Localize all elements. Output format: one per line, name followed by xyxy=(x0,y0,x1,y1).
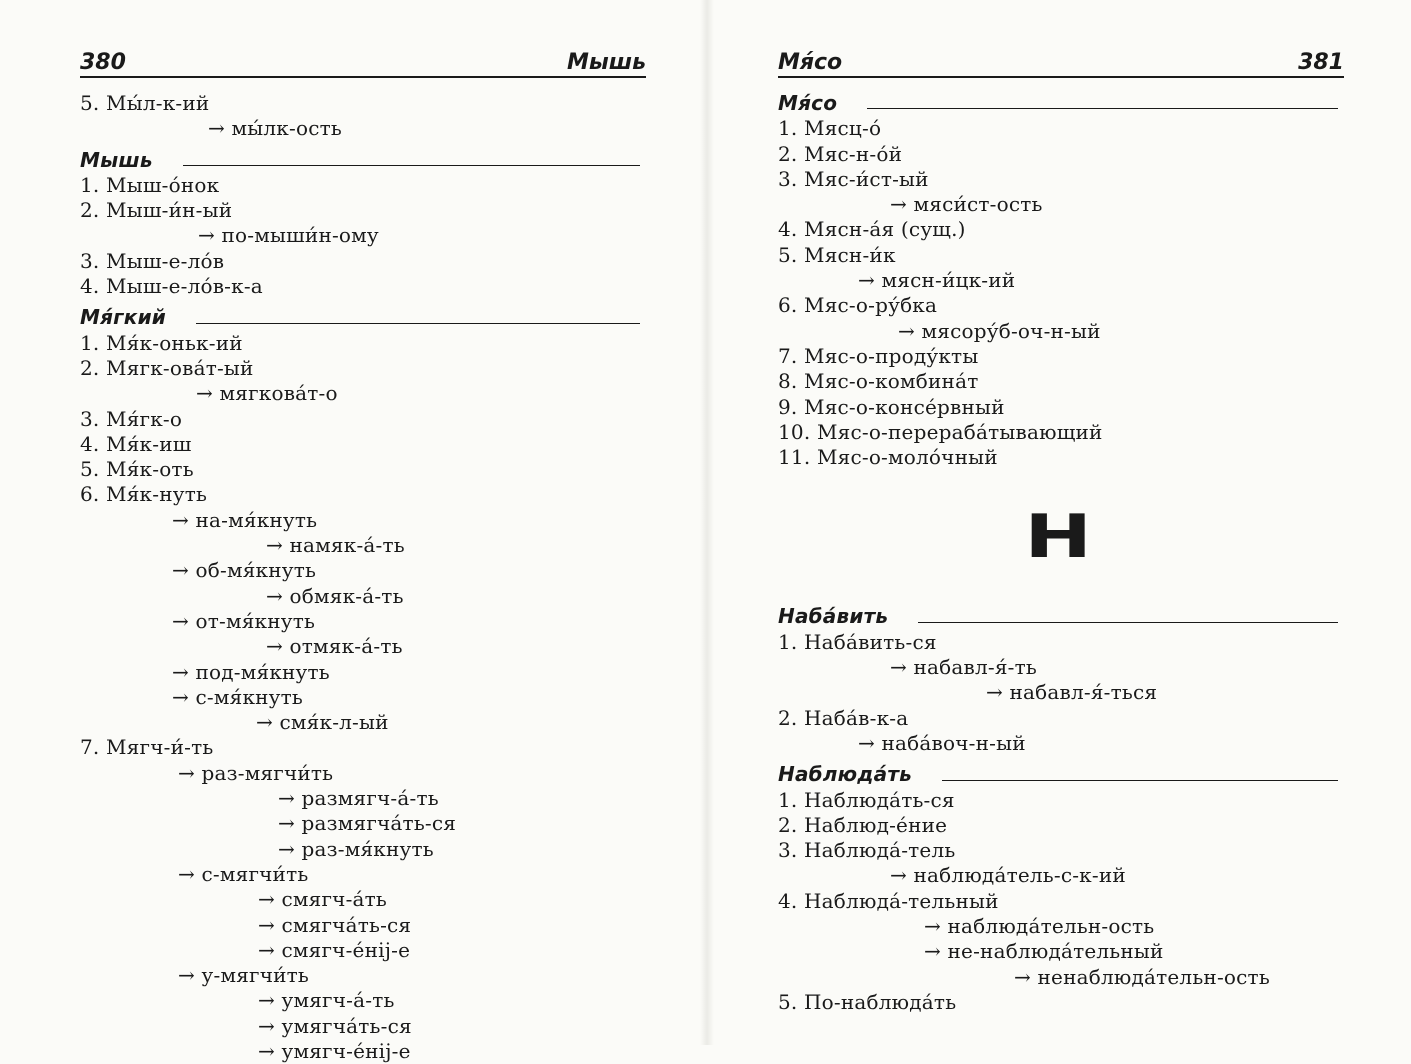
entry-line xyxy=(80,91,640,116)
derivative-line xyxy=(778,863,1338,888)
entry-line xyxy=(80,198,640,223)
entry-text: 1. Мясц-о́ xyxy=(778,116,882,141)
entry-line xyxy=(778,167,1338,192)
derivative-text: → размягча́ть-ся xyxy=(278,811,457,836)
derivative-line xyxy=(80,988,640,1013)
derivative-line xyxy=(80,584,640,609)
derivative-text: → мясн-и́цк-ий xyxy=(858,268,1016,293)
left-running-head xyxy=(80,42,646,78)
headword-text: Мя́со xyxy=(778,91,838,115)
derivative-text: → от-мя́кнуть xyxy=(172,608,316,633)
headword xyxy=(778,91,1338,116)
entry-line xyxy=(778,344,1338,369)
derivative-line xyxy=(80,685,640,710)
derivative-text: → смя́к-л-ый xyxy=(256,710,389,735)
derivative-text: → наблюда́тельн-ость xyxy=(924,914,1155,939)
entry-text: 6. Мяс-о-ру́бка xyxy=(778,293,938,318)
derivative-text: → смягча́ть-ся xyxy=(258,912,412,937)
derivative-text: → умягча́ть-ся xyxy=(258,1013,412,1038)
entry-text: 2. Мяс-н-о́й xyxy=(778,141,903,166)
derivative-text: → смягч-е́нij-е xyxy=(258,937,411,962)
derivative-text: → об-мя́кнуть xyxy=(172,558,317,583)
derivative-line xyxy=(778,939,1338,964)
headword xyxy=(778,604,1338,629)
derivative-line xyxy=(80,786,640,811)
entry-line xyxy=(80,482,640,507)
derivative-line xyxy=(80,1039,640,1064)
derivative-line xyxy=(80,381,640,406)
entry-line xyxy=(778,116,1338,141)
entry-line xyxy=(80,356,640,381)
entry-line xyxy=(778,813,1338,838)
entry-line xyxy=(778,293,1338,318)
derivative-line xyxy=(80,710,640,735)
derivative-line xyxy=(80,1014,640,1039)
entry-text: 11. Мяс-о-моло́чный xyxy=(778,445,998,470)
entry-text: 1. Мыш-о́нок xyxy=(80,172,220,197)
derivative-text: → размягч-а́-ть xyxy=(278,786,439,811)
derivative-line xyxy=(778,655,1338,680)
derivative-text: → мы́лк-ость xyxy=(208,116,342,141)
section-letter xyxy=(778,470,1338,604)
derivative-line xyxy=(80,508,640,533)
derivative-text: → набавл-я́-ться xyxy=(986,680,1158,705)
entry-text: 2. Мыш-и́н-ый xyxy=(80,198,233,223)
headword-rule xyxy=(918,622,1338,623)
derivative-line xyxy=(778,731,1338,756)
derivative-text: → с-мя́кнуть xyxy=(172,684,303,709)
derivative-text: → ненаблюда́тельн-ость xyxy=(1014,964,1270,989)
derivative-line xyxy=(80,223,640,248)
entry-line xyxy=(80,457,640,482)
derivative-line xyxy=(80,558,640,583)
headword-text: Мя́гкий xyxy=(80,305,166,330)
headword-text: Наблюда́ть xyxy=(778,762,912,787)
derivative-text: → наблюда́тель-с-к-ий xyxy=(890,863,1126,888)
entry-text: 1. Наблюда́ть-ся xyxy=(778,787,955,812)
entry-line xyxy=(80,735,640,760)
entry-line xyxy=(778,369,1338,394)
entry-line xyxy=(778,142,1338,167)
entry-line xyxy=(778,630,1338,655)
entry-text: 2. Наблюд-е́ние xyxy=(778,812,948,837)
right-entries-top xyxy=(778,91,1338,470)
derivative-line xyxy=(778,319,1338,344)
derivative-text: → не-наблюда́тельный xyxy=(924,939,1164,964)
derivative-text: → умягч-е́нij-е xyxy=(258,1038,411,1063)
left-page-entries xyxy=(80,91,640,1064)
entry-line xyxy=(778,990,1338,1015)
entry-text: 4. Мя́к-иш xyxy=(80,431,192,456)
entry-text: 3. Мя́гк-о xyxy=(80,406,183,431)
headword-text: Наба́вить xyxy=(778,604,889,629)
derivative-line xyxy=(80,634,640,659)
entry-text: 5. Мы́л-к-ий xyxy=(80,91,210,115)
derivative-text: → у-мягчи́ть xyxy=(178,963,309,988)
derivative-line xyxy=(80,862,640,887)
derivative-text: → раз-мягчи́ть xyxy=(178,760,334,785)
derivative-line xyxy=(80,533,640,558)
derivative-line xyxy=(778,965,1338,990)
entry-text: 7. Мягч-и́-ть xyxy=(80,735,214,760)
entry-line xyxy=(778,445,1338,470)
entry-text: 4. Наблюда́-тельный xyxy=(778,888,999,913)
headword-text: Мышь xyxy=(80,147,153,172)
headword xyxy=(80,148,640,173)
right-running-head xyxy=(778,42,1344,78)
entry-text: 3. Мыш-е-ло́в xyxy=(80,248,225,273)
headword-rule xyxy=(867,108,1338,109)
derivative-text: → на-мя́кнуть xyxy=(172,507,318,532)
entry-text: 8. Мяс-о-комбина́т xyxy=(778,369,979,394)
derivative-line xyxy=(80,887,640,912)
entry-text: 5. Мясн-и́к xyxy=(778,242,896,267)
derivative-text: → намяк-а́-ть xyxy=(266,533,405,558)
derivative-line xyxy=(778,914,1338,939)
right-page-entries xyxy=(778,91,1338,1015)
entry-line xyxy=(778,217,1338,242)
derivative-text: → умягч-а́-ть xyxy=(258,988,395,1013)
headword xyxy=(778,762,1338,787)
entry-line xyxy=(80,173,640,198)
entry-line xyxy=(778,788,1338,813)
entry-text: 2. Мягк-ова́т-ый xyxy=(80,355,254,380)
entry-line xyxy=(80,274,640,299)
derivative-line xyxy=(80,116,640,141)
entry-text: 4. Мыш-е-ло́в-к-а xyxy=(80,274,263,299)
entry-line xyxy=(80,331,640,356)
right-page-number: 381 xyxy=(1298,50,1344,75)
derivative-text: → набавл-я́-ть xyxy=(890,655,1037,680)
entry-text: 9. Мяс-о-консе́рвный xyxy=(778,394,1005,419)
entry-text: 1. Наба́вить-ся xyxy=(778,629,937,654)
entry-text: 1. Мя́к-оньк-ий xyxy=(80,330,243,355)
derivative-line xyxy=(778,268,1338,293)
headword-rule xyxy=(196,323,640,324)
derivative-line xyxy=(80,761,640,786)
entry-line xyxy=(778,706,1338,731)
derivative-text: → мягкова́т-о xyxy=(196,381,338,406)
derivative-text: → обмяк-а́-ть xyxy=(266,583,404,608)
derivative-line xyxy=(80,963,640,988)
derivative-line xyxy=(80,660,640,685)
entry-line xyxy=(778,889,1338,914)
derivative-line xyxy=(778,680,1338,705)
left-page xyxy=(0,0,705,1063)
entry-line xyxy=(80,407,640,432)
headword xyxy=(80,305,640,330)
derivative-text: → мясору́б-оч-н-ый xyxy=(898,318,1101,343)
derivative-text: → мяси́ст-ость xyxy=(890,192,1043,217)
right-page xyxy=(705,0,1411,1045)
entry-text: 3. Мяс-и́ст-ый xyxy=(778,166,929,191)
derivative-text: → под-мя́кнуть xyxy=(172,659,330,684)
headword-rule xyxy=(183,165,640,166)
section-letter-text: Н xyxy=(1024,502,1092,573)
derivative-line xyxy=(80,938,640,963)
derivative-line xyxy=(80,837,640,862)
left-page-number: 380 xyxy=(80,50,126,75)
right-running-head-word: Мя́со xyxy=(778,50,843,75)
entry-line xyxy=(778,395,1338,420)
right-entries-bottom xyxy=(778,604,1338,1015)
derivative-text: → раз-мя́кнуть xyxy=(278,836,434,861)
entry-text: 5. Мя́к-оть xyxy=(80,457,194,482)
entry-text: 3. Наблюда́-тель xyxy=(778,838,956,863)
derivative-line xyxy=(80,609,640,634)
entry-text: 7. Мяс-о-проду́кты xyxy=(778,343,979,368)
derivative-text: → по-мыши́н-ому xyxy=(198,223,379,248)
entry-line xyxy=(778,838,1338,863)
entry-line xyxy=(80,249,640,274)
entry-text: 5. По-наблюда́ть xyxy=(778,989,957,1014)
entry-text: 10. Мяс-о-перераба́тывающий xyxy=(778,419,1103,444)
entry-line xyxy=(778,243,1338,268)
entry-text: 4. Мясн-а́я (сущ.) xyxy=(778,217,966,242)
entry-text: 6. Мя́к-нуть xyxy=(80,482,208,507)
derivative-line xyxy=(80,913,640,938)
derivative-line xyxy=(80,811,640,836)
headword-rule xyxy=(942,780,1338,781)
derivative-text: → смягч-а́ть xyxy=(258,887,388,912)
left-running-head-word: Мышь xyxy=(566,50,646,75)
derivative-line xyxy=(778,192,1338,217)
entry-line xyxy=(778,420,1338,445)
entry-text: 2. Наба́в-к-а xyxy=(778,705,909,730)
derivative-text: → с-мягчи́ть xyxy=(178,861,309,886)
entry-line xyxy=(80,432,640,457)
derivative-text: → отмяк-а́-ть xyxy=(266,634,403,659)
derivative-text: → наба́воч-н-ый xyxy=(858,730,1026,755)
